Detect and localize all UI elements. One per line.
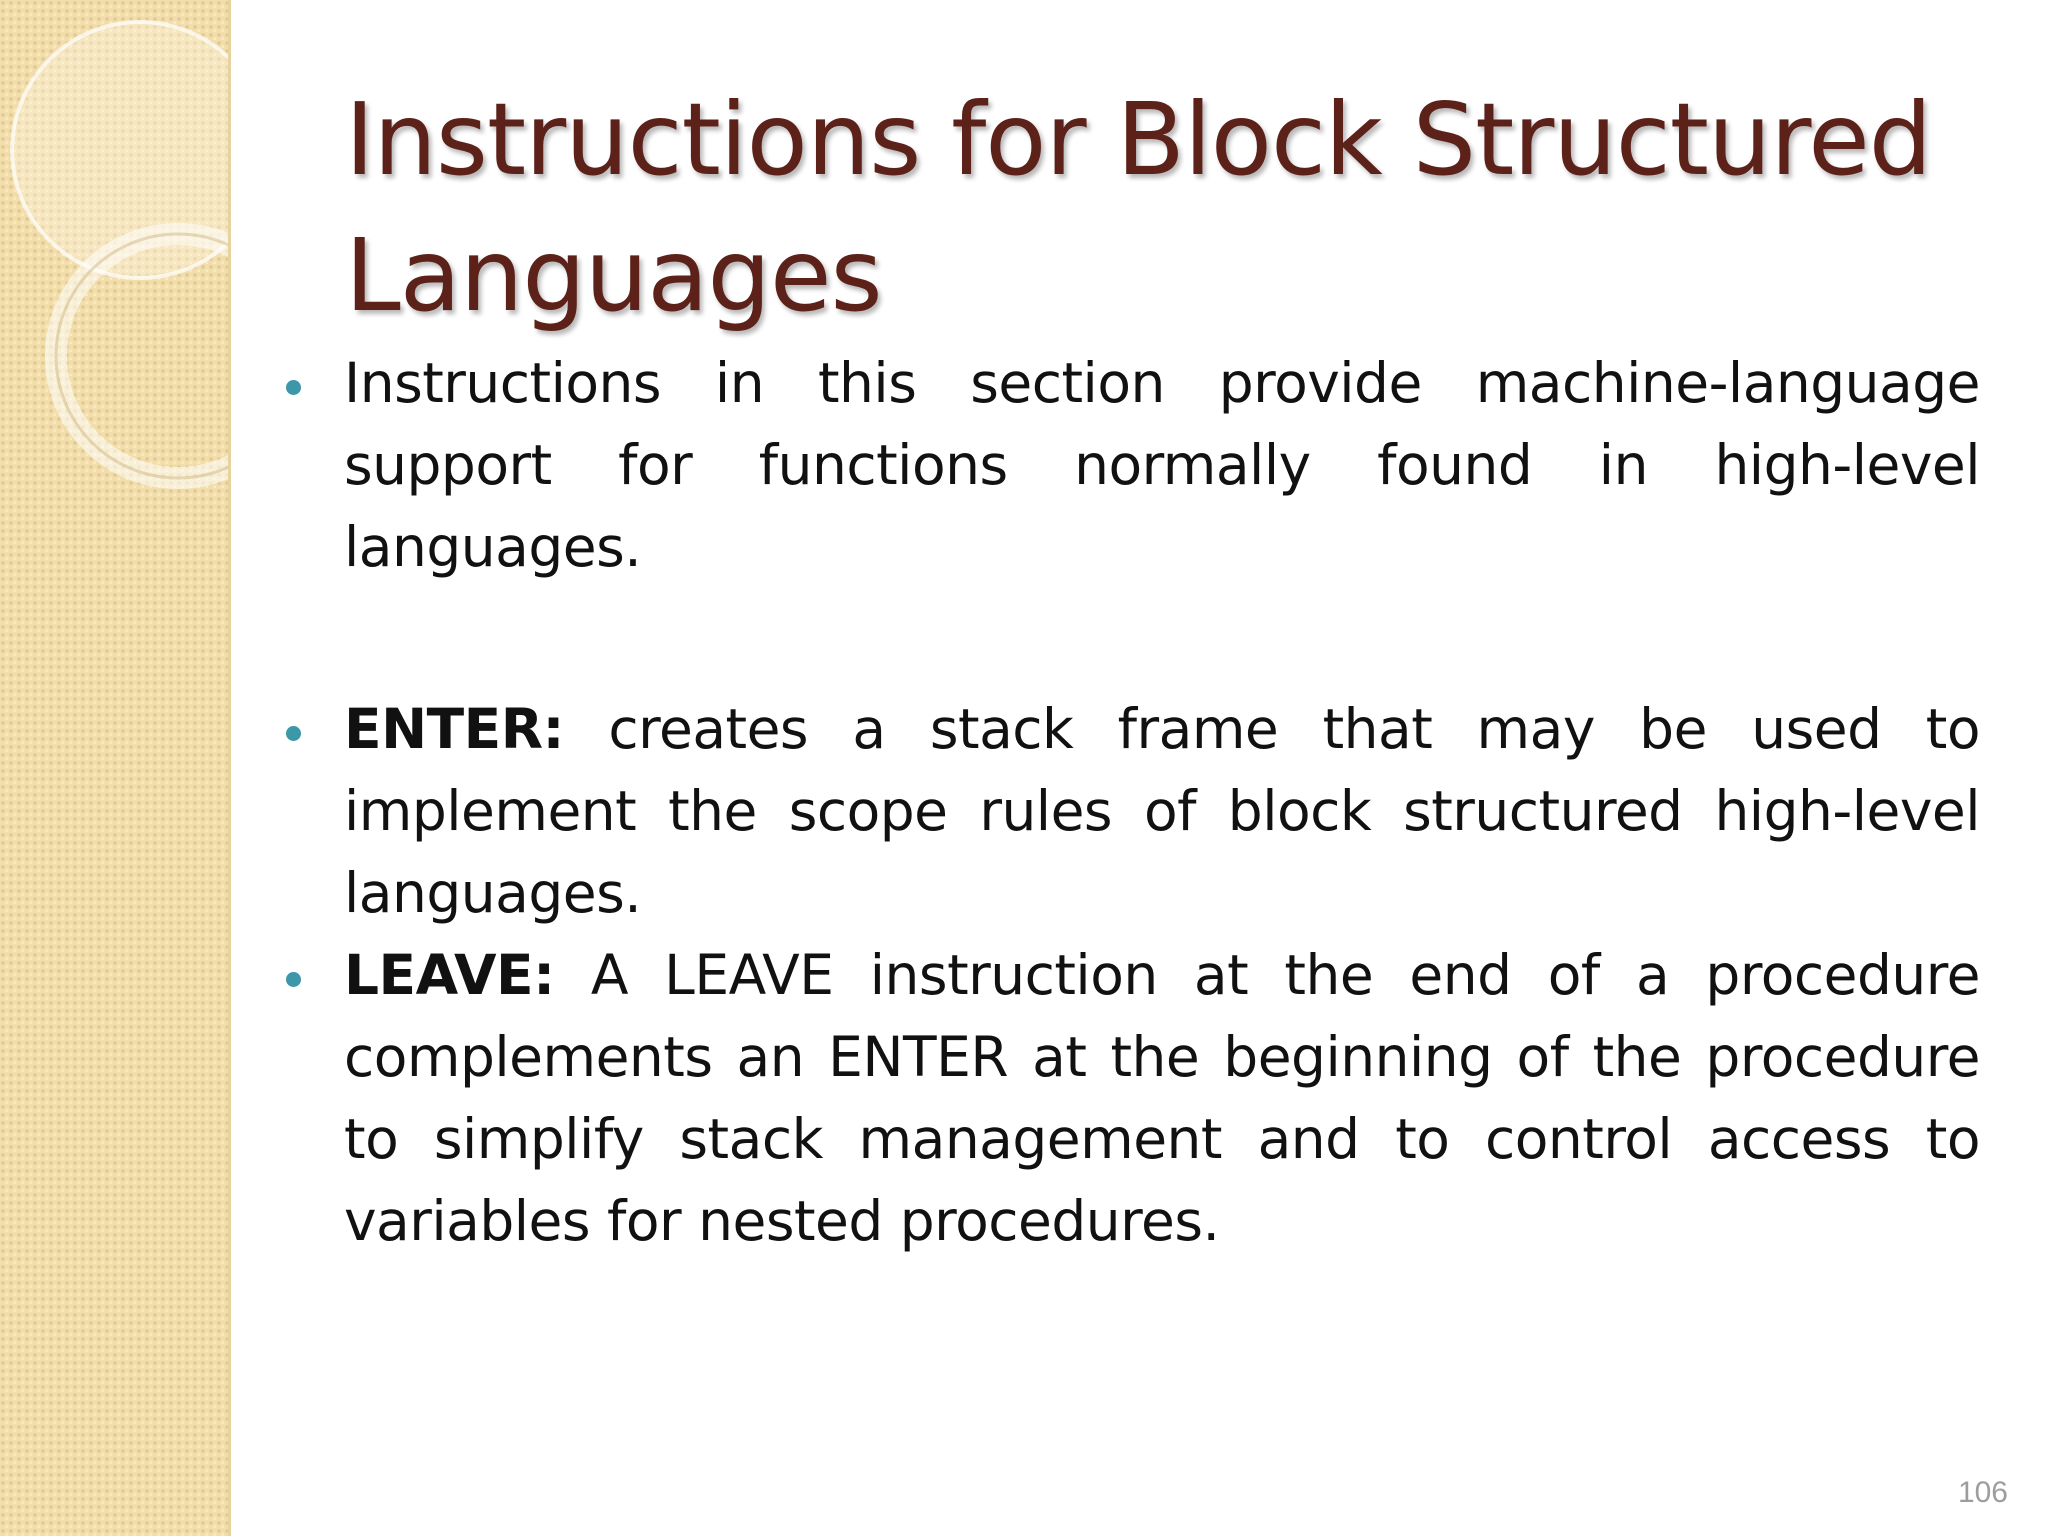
bullet-text bbox=[344, 342, 1980, 588]
bullet-item-overview bbox=[280, 342, 1980, 588]
sidebar-divider bbox=[228, 0, 231, 1536]
bullet-dot-icon bbox=[286, 380, 301, 395]
bullet-text bbox=[344, 688, 1980, 934]
bullet-item-leave bbox=[280, 934, 1980, 1262]
bullet-dot-icon bbox=[286, 972, 301, 987]
bullet-text bbox=[344, 934, 1980, 1262]
bullet-body: A LEAVE instruction at the end of a procedure complements an ENTER at the beginning of the procedure to simplify stack management and to control access to variables for nested procedures. bbox=[344, 943, 1980, 1253]
bullet-term: ENTER: bbox=[344, 697, 565, 761]
bullet-list bbox=[280, 342, 1980, 1262]
bullet-body: creates a stack frame that may be used to implement the scope rules of block structured high-level languages. bbox=[344, 697, 1980, 925]
bullet-body: Instructions in this section provide machine-language support for functions normally found in high-level languages. bbox=[344, 351, 1980, 579]
circle-ornament-icon bbox=[0, 0, 228, 520]
bullet-item-enter bbox=[280, 688, 1980, 934]
bullet-dot-icon bbox=[286, 726, 301, 741]
page-number: 106 bbox=[1957, 1476, 2008, 1509]
bullet-term: LEAVE: bbox=[344, 943, 555, 1007]
decorative-sidebar bbox=[0, 0, 228, 1536]
slide-title: Instructions for Block Structured Languages bbox=[345, 81, 1932, 334]
